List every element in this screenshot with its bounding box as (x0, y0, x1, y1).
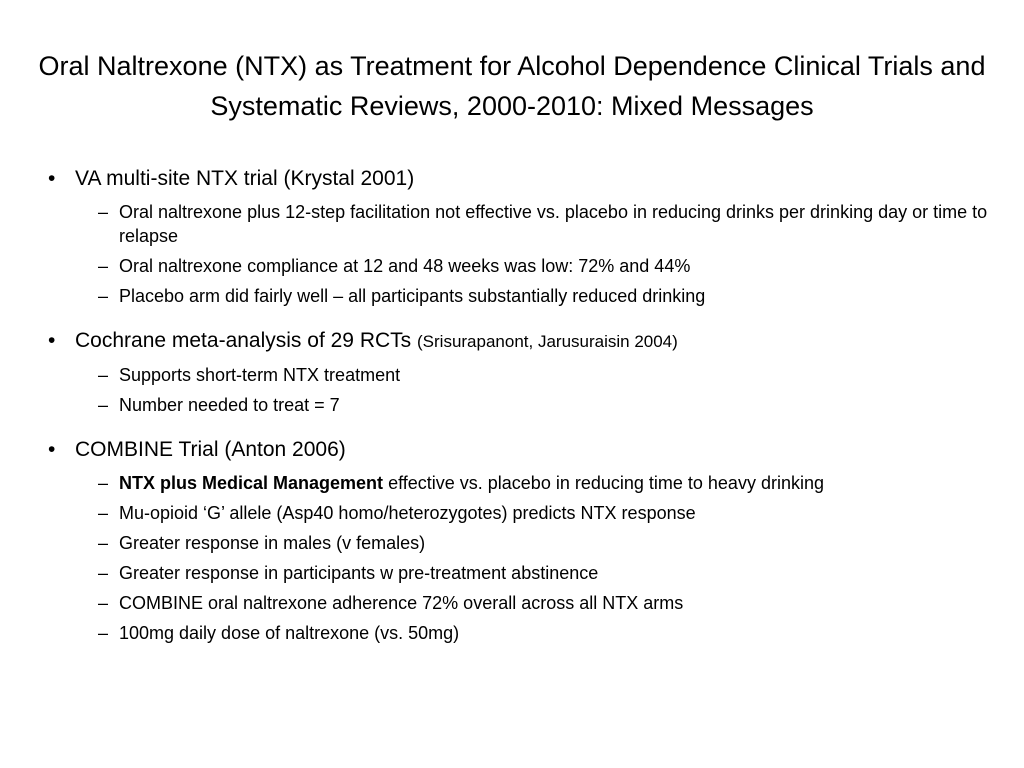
sub-bullet (48, 284, 998, 308)
dash-icon: – (98, 563, 109, 583)
sub-bullet-text: Mu-opioid ‘G’ allele (Asp40 homo/heterozygotes) predicts NTX response (119, 503, 696, 523)
sub-bullet-text: Oral naltrexone compliance at 12 and 48 weeks was low: 72% and 44% (119, 256, 691, 276)
sub-bullet (48, 591, 998, 615)
dash-icon: – (98, 395, 109, 415)
sub-bullet-text: Greater response in participants w pre-treatment abstinence (119, 563, 599, 583)
sub-bullet-text: 100mg daily dose of naltrexone (vs. 50mg) (119, 623, 460, 643)
dash-icon: – (98, 623, 109, 643)
sub-bullet (48, 200, 998, 248)
sub-bullet (48, 254, 998, 278)
bullet-icon: • (48, 167, 56, 190)
bullet-icon: • (48, 438, 56, 461)
bullet-cochrane (48, 326, 998, 357)
spacer (48, 308, 998, 326)
sub-bullet (48, 501, 998, 525)
sub-bullet (48, 363, 998, 387)
dash-icon: – (98, 202, 109, 222)
sub-bullet-text: COMBINE oral naltrexone adherence 72% overall across all NTX arms (119, 593, 684, 613)
sub-bullet (48, 531, 998, 555)
sub-bullet-text: Supports short-term NTX treatment (119, 365, 401, 385)
dash-icon: – (98, 593, 109, 613)
slide-title: Oral Naltrexone (NTX) as Treatment for Alcohol Dependence Clinical Trials and Systematic Reviews, 2000-2010: Mixed Messages (38, 51, 986, 121)
dash-icon: – (98, 256, 109, 276)
sub-bullet-text: effective vs. placebo in reducing time to heavy drinking (383, 473, 824, 493)
bullet-text: COMBINE Trial (Anton 2006) (75, 438, 346, 461)
sub-bullet (48, 393, 998, 417)
bullet-va-trial (48, 164, 998, 194)
sub-bullet (48, 621, 998, 645)
dash-icon: – (98, 286, 109, 306)
bullet-citation: (Srisurapanont, Jarusuraisin 2004) (417, 332, 678, 351)
bullet-icon: • (48, 329, 56, 352)
bullet-text: Cochrane meta-analysis of 29 RCTs (75, 329, 412, 352)
dash-icon: – (98, 473, 109, 493)
bullet-combine (48, 435, 998, 465)
sub-bullet-text: Greater response in males (v females) (119, 533, 426, 553)
sub-bullet-bold-text: NTX plus Medical Management (119, 473, 384, 493)
bullet-text: VA multi-site NTX trial (Krystal 2001) (75, 167, 415, 190)
dash-icon: – (98, 503, 109, 523)
slide-body (48, 164, 998, 645)
sub-bullet (48, 471, 998, 495)
sub-bullet-text: Number needed to treat = 7 (119, 395, 340, 415)
sub-bullet-text: Placebo arm did fairly well – all participants substantially reduced drinking (119, 286, 706, 306)
sub-bullet-text: Oral naltrexone plus 12-step facilitation not effective vs. placebo in reducing drinks per drinking day or time to relapse (119, 202, 988, 246)
sub-bullet (48, 561, 998, 585)
dash-icon: – (98, 365, 109, 385)
dash-icon: – (98, 533, 109, 553)
spacer (48, 417, 998, 435)
